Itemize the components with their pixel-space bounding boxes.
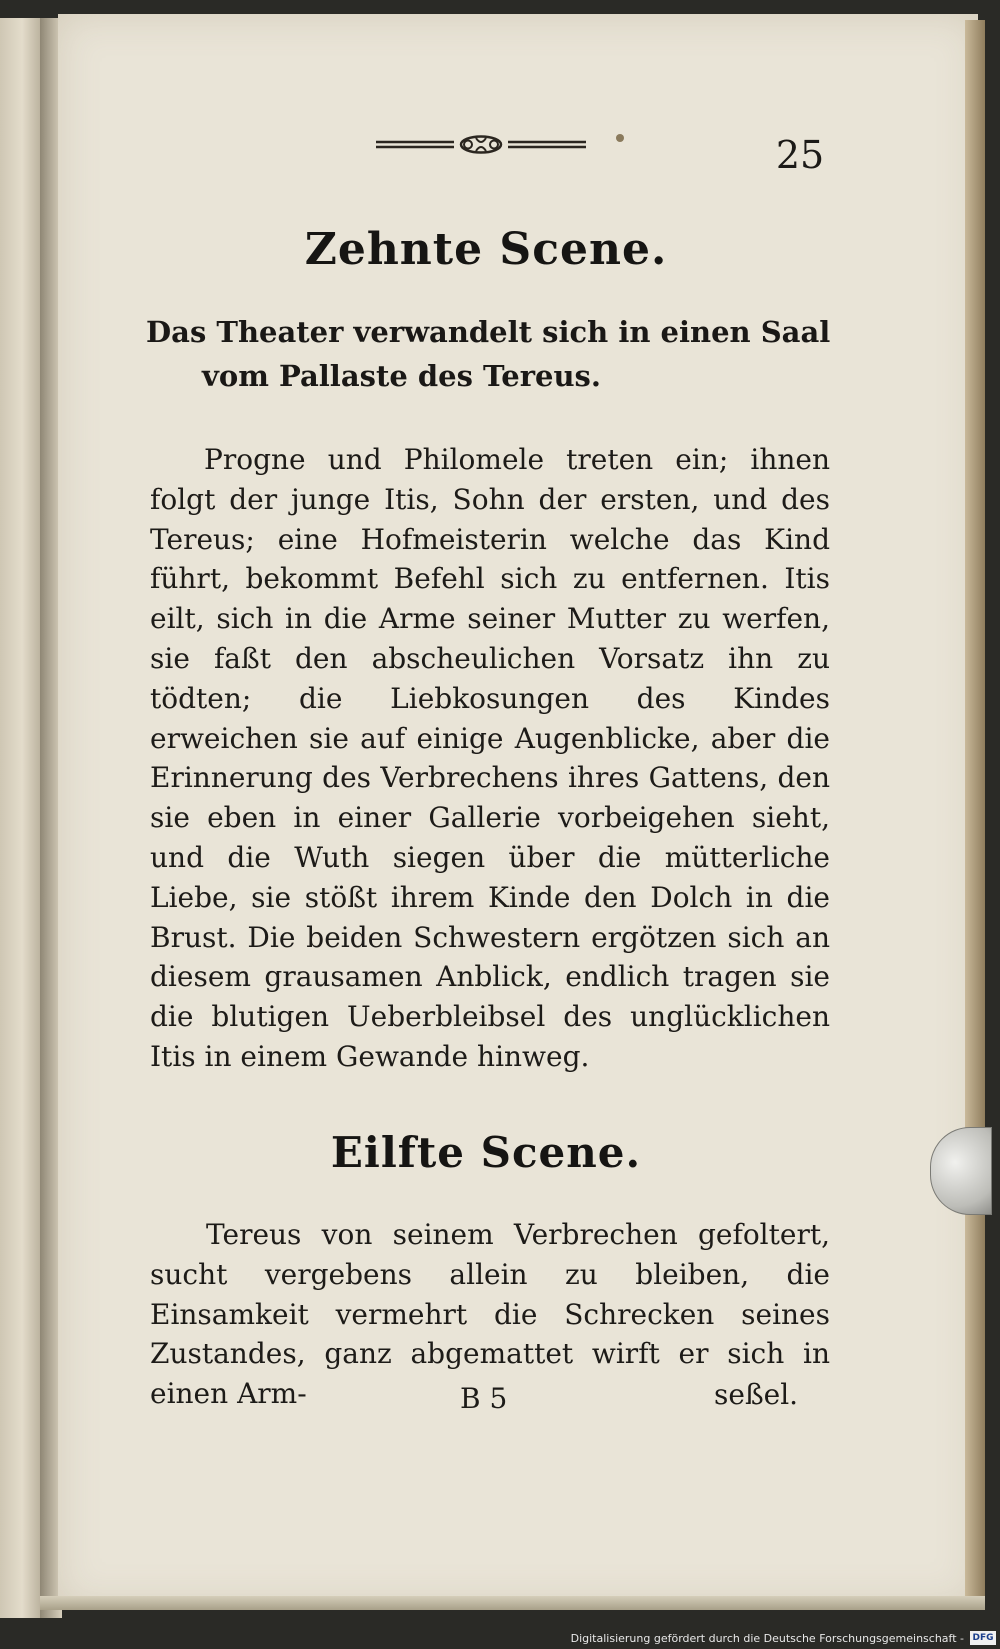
decorative-rule-ornament — [376, 134, 586, 156]
scene-eleven-paragraph: Tereus von seinem Verbrechen gefoltert, sucht vergebens allein zu bleiben, die Einsamkeit vermehrt die Schrecken seines Zustandes, ganz abgemattet wirft er sich in einen Arm- — [150, 1218, 830, 1411]
stage-direction-line-1: Das Theater verwandelt sich in einen Saal — [146, 315, 831, 349]
scene-ten-paragraph: Progne und Philomele treten ein; ihnen folgt der junge Itis, Sohn der ersten, und des Tereus; eine Hofmeisterin welche das Kind führt, bekommt Befehl sich zu entfernen. Itis eilt, sich in die Arme seiner Mutter zu werfen, sie faßt den abscheulichen Vorsatz ihn zu tödten; die Liebkosungen des Kindes erweichen sie auf einige Augenblicke, aber die Erinnerung des Verbrechens ihres Gattens, den sie eben in einer Gallerie vorbeigehen sieht, und die Wuth siegen über die mütterliche Liebe, sie stößt ihrem Kinde den Dolch in die Brust. Die beiden Schwestern ergötzen sich an diesem grausamen Anblick, endlich tragen sie die blutigen Ueberbleibsel des unglücklichen Itis in einem Gewande hinweg. — [150, 443, 830, 1073]
scene-ten-title: Zehnte Scene. — [304, 224, 668, 275]
dfg-logo: DFG — [970, 1631, 996, 1645]
stage-direction-line-2: vom Pallaste des Tereus. — [202, 359, 601, 393]
footer-credit: Digitalisierung gefördert durch die Deutsche Forschungsgemeinschaft - — [570, 1632, 964, 1645]
scene-eleven-title: Eilfte Scene. — [330, 1128, 642, 1177]
catchword: seßel. — [714, 1378, 799, 1411]
page-number: 25 — [775, 133, 825, 177]
page-fore-edge — [965, 20, 985, 1600]
ink-dot — [616, 134, 624, 142]
scene-ten-stage-direction — [146, 310, 836, 398]
previous-page-edge — [0, 18, 41, 1618]
page-bottom-edge — [40, 1596, 985, 1610]
signature-mark: B 5 — [460, 1382, 508, 1415]
